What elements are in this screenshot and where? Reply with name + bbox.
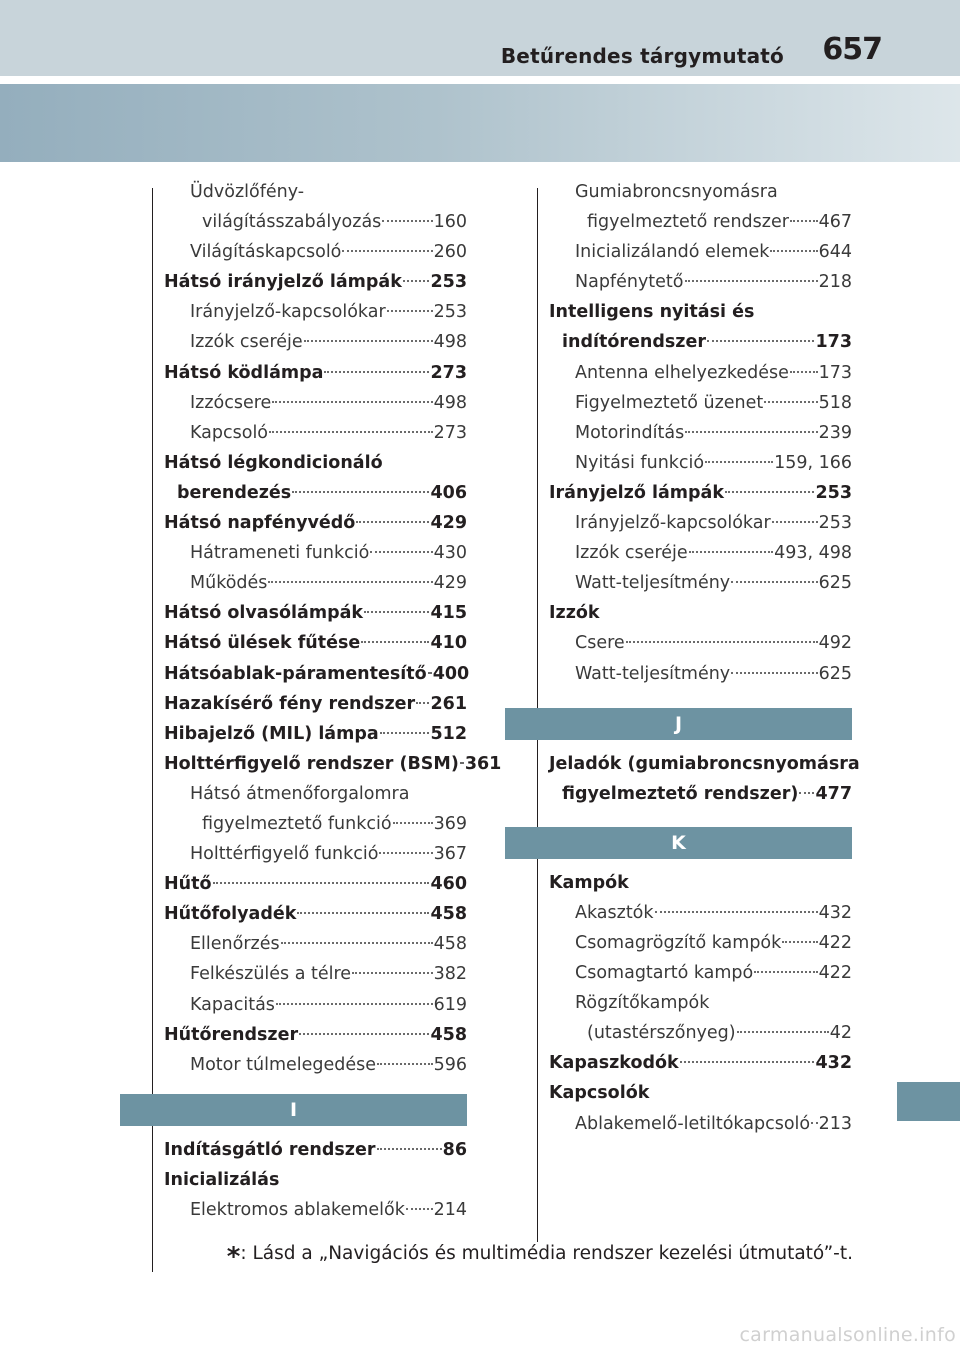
index-entry-pages: 422 <box>818 963 852 984</box>
index-entry <box>164 1050 467 1080</box>
spacer <box>549 809 852 827</box>
index-entry-pages: 498 <box>433 392 467 413</box>
index-entry <box>549 868 852 898</box>
index-entry-term: Hátsó légkondicionáló <box>164 452 383 473</box>
spacer <box>549 859 852 868</box>
dot-leader <box>406 1208 433 1210</box>
index-entry-term: Hátsó irányjelző lámpák <box>164 272 402 293</box>
index-entry-pages: 253 <box>818 513 852 534</box>
dot-leader <box>382 220 432 222</box>
footnote <box>227 1242 853 1272</box>
index-entry-term: Kapcsolók <box>549 1083 650 1104</box>
dot-leader <box>269 431 433 433</box>
index-column-right <box>549 177 860 1139</box>
entry-list <box>549 868 852 1139</box>
dot-leader <box>292 491 429 493</box>
dot-leader <box>416 702 429 704</box>
entry-list <box>164 1135 467 1225</box>
dot-leader <box>380 732 430 734</box>
dot-leader <box>304 340 433 342</box>
index-entry-term: Hátsó olvasólámpák <box>164 603 364 624</box>
index-entry-term: Hátsó átmenőforgalomra <box>190 783 410 804</box>
index-entry-term: Hátsó ülések fűtése <box>164 633 361 654</box>
index-entry-pages: 432 <box>818 902 852 923</box>
thumb-index-tab <box>897 1082 960 1121</box>
index-entry-term: Motor túlmelegedése <box>190 1054 377 1075</box>
index-entry <box>164 538 467 568</box>
index-entry-term: Hátsó ködlámpa <box>164 362 324 383</box>
index-entry-pages: 432 <box>815 1053 852 1074</box>
dot-leader <box>737 1031 829 1033</box>
page-number: 657 <box>822 32 882 67</box>
index-entry <box>549 388 852 418</box>
index-entry-term: Indításgátló rendszer <box>164 1139 376 1160</box>
index-entry-pages: 430 <box>433 543 467 564</box>
index-entry <box>164 448 467 478</box>
header-bar <box>0 0 960 76</box>
index-entry-term: Nyitási funkció <box>575 452 705 473</box>
dot-leader <box>799 792 814 794</box>
index-entry <box>549 749 860 779</box>
dot-leader <box>370 551 432 553</box>
index-entry-pages: 160 <box>433 212 467 233</box>
dot-leader <box>379 852 432 854</box>
index-entry-term: Irányjelző-kapcsolókar <box>190 302 386 323</box>
section-title: Betűrendes tárgymutató <box>500 44 784 68</box>
dot-leader <box>403 280 430 282</box>
index-entry <box>164 207 467 237</box>
index-entry <box>549 1048 852 1078</box>
index-entry-pages: 400 <box>432 663 470 684</box>
index-entry <box>164 929 467 959</box>
index-entry-term: Watt-teljesítmény <box>575 663 731 684</box>
index-entry <box>164 628 467 658</box>
index-entry-pages: 159, 166 <box>774 452 852 473</box>
index-entry-term: Izzócsere <box>190 392 272 413</box>
index-entry-term: Izzók <box>549 603 600 624</box>
index-entry <box>164 659 470 689</box>
index-entry <box>164 598 467 628</box>
index-entry-term: világításszabályozás <box>202 212 382 233</box>
dot-leader <box>460 762 464 764</box>
index-entry-term: Elektromos ablakemelők <box>190 1200 405 1220</box>
index-entry-pages: 518 <box>818 392 852 413</box>
index-entry-pages: 512 <box>430 723 467 744</box>
dot-leader <box>393 822 433 824</box>
index-entry-pages: 467 <box>818 212 852 233</box>
dot-leader <box>770 250 817 252</box>
index-entry-pages: 644 <box>818 242 852 263</box>
index-entry-term: Csomagtartó kampó <box>575 963 754 984</box>
index-entry-pages: 458 <box>430 1024 467 1045</box>
index-entry <box>549 327 852 357</box>
index-entry-pages: 253 <box>433 302 467 323</box>
dot-leader <box>731 672 817 674</box>
index-entry-term: Akasztók <box>575 902 654 923</box>
dot-leader <box>342 250 432 252</box>
index-entry <box>549 659 852 689</box>
index-entry-term: Izzók cseréje <box>190 332 303 353</box>
index-entry-pages: 369 <box>433 813 467 834</box>
dot-leader <box>655 911 818 913</box>
index-entry-term: Hűtőfolyadék <box>164 904 297 925</box>
index-entry-term: Ablakemelő-letiltókapcsoló <box>575 1113 811 1134</box>
dot-leader <box>268 581 432 583</box>
index-entry <box>164 388 467 418</box>
index-entry <box>164 990 467 1020</box>
index-entry <box>164 689 467 719</box>
index-entry-term: Inicializálás <box>164 1169 280 1190</box>
spacer <box>549 689 852 708</box>
spacer <box>164 1126 467 1135</box>
index-entry <box>549 418 852 448</box>
index-entry <box>164 358 467 388</box>
index-entry <box>164 1020 467 1050</box>
index-entry-pages: 493, 498 <box>774 543 852 564</box>
dot-leader <box>772 521 818 523</box>
index-entry-term: berendezés <box>177 482 292 503</box>
index-entry-term: Hátrameneti funkció <box>190 543 370 564</box>
index-entry-pages: 260 <box>433 242 467 263</box>
index-entry-term: Irányjelző-kapcsolókar <box>575 513 771 534</box>
dot-leader <box>680 1061 815 1063</box>
dot-leader <box>377 1148 442 1150</box>
dot-leader <box>626 641 818 643</box>
index-entry-pages: 86 <box>442 1139 467 1160</box>
index-entry-pages: 460 <box>430 874 467 895</box>
dot-leader <box>377 1063 433 1065</box>
index-entry-term: Csomagrögzítő kampók <box>575 932 782 953</box>
index-entry <box>164 1195 467 1225</box>
index-entry <box>549 598 852 628</box>
index-entry-pages: 173 <box>815 332 852 353</box>
dot-leader <box>428 672 432 674</box>
index-entry <box>549 478 852 508</box>
watermark: carmanualsonline.info <box>739 1324 956 1346</box>
index-entry-pages: 253 <box>815 482 852 503</box>
index-entry-pages: 458 <box>430 904 467 925</box>
index-entry <box>549 267 852 297</box>
index-entry-term: Jeladók (gumiabroncsnyomásra <box>549 753 860 774</box>
index-entry <box>164 418 467 448</box>
letter-heading-k: K <box>505 827 852 859</box>
index-entry-term: Irányjelző lámpák <box>549 482 724 503</box>
index-entry <box>549 358 852 388</box>
dot-leader <box>731 581 817 583</box>
index-entry-term: Hűtőrendszer <box>164 1024 299 1045</box>
index-entry-term: Működés <box>190 573 268 594</box>
index-entry <box>164 839 467 869</box>
index-entry-pages: 173 <box>818 362 852 383</box>
index-entry-pages: 213 <box>818 1113 852 1134</box>
spacer <box>549 740 852 749</box>
dot-leader <box>725 491 814 493</box>
index-entry-pages: 218 <box>818 272 852 293</box>
spacer <box>164 1080 467 1094</box>
dot-leader <box>213 882 430 884</box>
dot-leader <box>387 310 433 312</box>
index-entry-pages: 406 <box>430 482 467 503</box>
dot-leader <box>705 461 773 463</box>
dot-leader <box>790 371 818 373</box>
index-entry-term: Kampók <box>549 872 629 893</box>
index-entry <box>164 237 467 267</box>
index-entry-term: figyelmeztető rendszer) <box>562 783 799 804</box>
index-entry-pages: 273 <box>433 422 467 443</box>
index-entry-term: Hátsóablak-páramentesítő <box>164 663 427 684</box>
index-entry-term: Napfénytető <box>575 272 684 293</box>
dot-leader <box>324 371 429 373</box>
index-entry-pages: 367 <box>433 844 467 865</box>
index-entry-pages: 625 <box>818 573 852 594</box>
index-entry-pages: 273 <box>430 362 467 383</box>
index-entry-term: figyelmeztető funkció <box>202 813 392 834</box>
dot-leader <box>811 1122 817 1124</box>
index-entry <box>549 448 852 478</box>
index-entry <box>164 899 467 929</box>
dot-leader <box>685 431 817 433</box>
dot-leader <box>361 641 429 643</box>
index-entry-pages: 619 <box>433 994 467 1015</box>
index-entry-term: Watt-teljesítmény <box>575 573 731 594</box>
index-entry-pages: 214 <box>433 1200 467 1220</box>
index-entry-pages: 458 <box>433 934 467 955</box>
index-entry-pages: 361 <box>464 753 502 774</box>
index-entry <box>164 478 467 508</box>
index-entry-term: Motorindítás <box>575 422 685 443</box>
dot-leader <box>754 971 817 973</box>
entry-list <box>549 177 852 689</box>
index-entry-pages: 498 <box>433 332 467 353</box>
index-entry <box>549 898 852 928</box>
index-entry-term: Hazakísérő fény rendszer <box>164 693 416 714</box>
index-entry <box>549 297 852 327</box>
index-entry-term: (utastérszőnyeg) <box>587 1023 736 1044</box>
dot-leader <box>276 1003 433 1005</box>
index-entry-term: Üdvözlőfény- <box>190 182 305 202</box>
index-entry-term: figyelmeztető rendszer <box>587 212 789 233</box>
index-entry-term: Hibajelző (MIL) lámpa <box>164 723 379 744</box>
index-entry-term: Hűtő <box>164 874 212 895</box>
index-entry-pages: 410 <box>430 633 467 654</box>
dot-leader <box>782 941 817 943</box>
index-entry <box>549 237 852 267</box>
index-entry <box>164 719 467 749</box>
index-entry <box>164 809 467 839</box>
footnote-star: * <box>226 1242 241 1272</box>
dot-leader <box>707 340 815 342</box>
index-column-left <box>164 177 502 1225</box>
index-entry <box>164 779 467 809</box>
dot-leader <box>297 912 429 914</box>
index-entry-term: Kapaszkodók <box>549 1053 679 1074</box>
index-entry-pages: 429 <box>430 513 467 534</box>
index-entry-term: Inicializálandó elemek <box>575 242 770 263</box>
index-entry-term: Ellenőrzés <box>190 934 280 955</box>
index-entry <box>164 959 467 989</box>
letter-heading-j: J <box>505 708 852 740</box>
entry-list <box>164 177 502 1080</box>
index-entry-pages: 382 <box>433 964 467 985</box>
index-entry-term: Antenna elhelyezkedése <box>575 362 789 383</box>
header-banner <box>0 84 960 162</box>
index-entry-pages: 422 <box>818 932 852 953</box>
dot-leader <box>689 551 773 553</box>
index-entry-term: Kapcsoló <box>190 422 269 443</box>
index-entry <box>164 508 467 538</box>
index-entry-pages: 253 <box>430 272 467 293</box>
index-entry-term: Gumiabroncsnyomásra <box>575 182 778 202</box>
index-entry-term: Rögzítőkampók <box>575 993 710 1014</box>
index-entry-term: Holttérfigyelő rendszer (BSM) <box>164 753 459 774</box>
index-entry <box>164 568 467 598</box>
index-entry <box>164 1165 467 1195</box>
index-entry <box>549 779 852 809</box>
index-entry <box>549 508 852 538</box>
index-entry <box>549 1109 852 1139</box>
footnote-text: : Lásd a „Navigációs és multimédia rendszer kezelési útmutató”-t. <box>240 1243 853 1264</box>
dot-leader <box>790 220 818 222</box>
index-entry <box>164 297 467 327</box>
index-entry-term: Intelligens nyitási és <box>549 302 755 323</box>
index-entry <box>549 988 852 1018</box>
index-entry-term: indítórendszer <box>562 332 706 353</box>
dot-leader <box>272 401 432 403</box>
index-entry-pages: 596 <box>433 1054 467 1075</box>
index-entry-term: Világításkapcsoló <box>190 242 342 263</box>
index-entry-term: Felkészülés a télre <box>190 964 352 985</box>
letter-heading-i: I <box>120 1094 467 1126</box>
index-entry <box>549 207 852 237</box>
index-entry-pages: 261 <box>430 693 467 714</box>
dot-leader <box>299 1033 429 1035</box>
index-entry <box>549 1078 852 1108</box>
dot-leader <box>364 611 429 613</box>
index-entry-pages: 42 <box>829 1023 852 1044</box>
index-entry <box>549 628 852 658</box>
index-entry <box>549 568 852 598</box>
index-entry <box>549 958 852 988</box>
index-entry <box>549 538 852 568</box>
index-entry-pages: 429 <box>433 573 467 594</box>
dot-leader <box>352 972 433 974</box>
index-entry-pages: 625 <box>818 663 852 684</box>
index-entry-term: Izzók cseréje <box>575 543 688 564</box>
index-entry-term: Figyelmeztető üzenet <box>575 392 764 413</box>
index-entry <box>164 177 467 207</box>
index-entry-term: Kapacitás <box>190 994 275 1015</box>
index-entry <box>164 869 467 899</box>
index-entry <box>164 267 467 297</box>
index-entry-term: Hátsó napfényvédő <box>164 513 356 534</box>
index-entry <box>549 1018 852 1048</box>
index-entry <box>164 327 467 357</box>
index-entry-term: Csere <box>575 633 625 654</box>
index-entry-pages: 477 <box>815 783 852 804</box>
dot-leader <box>356 521 429 523</box>
index-entry-pages: 239 <box>818 422 852 443</box>
index-entry-term: Holttérfigyelő funkció <box>190 844 379 865</box>
entry-list <box>549 749 860 809</box>
index-entry <box>549 928 852 958</box>
dot-leader <box>685 280 818 282</box>
dot-leader <box>281 942 433 944</box>
index-entry-pages: 415 <box>430 603 467 624</box>
dot-leader <box>764 401 817 403</box>
index-entry-pages: 492 <box>818 633 852 654</box>
index-entry <box>549 177 852 207</box>
index-entry <box>164 1135 467 1165</box>
index-entry <box>164 749 502 779</box>
